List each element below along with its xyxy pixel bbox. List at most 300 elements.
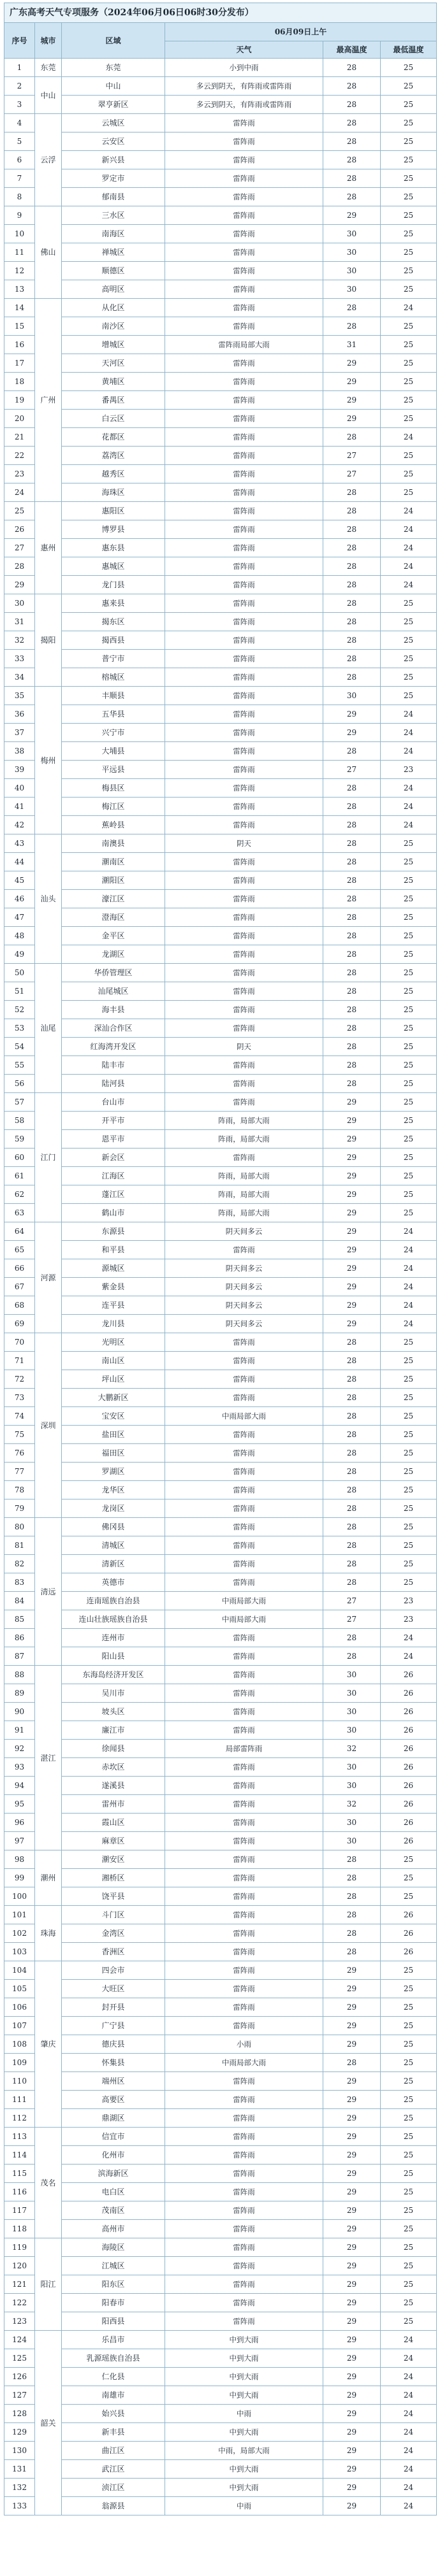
- weather-cell: 雷阵雨: [165, 1795, 323, 1814]
- max-temp-cell: 29: [323, 2017, 381, 2035]
- row-index: 115: [4, 2165, 35, 2183]
- row-index: 80: [4, 1518, 35, 1536]
- district-cell: 平远县: [62, 761, 165, 779]
- table-row: [4, 2349, 437, 2368]
- district-cell: 香洲区: [62, 1943, 165, 1961]
- weather-cell: 雷阵雨: [165, 483, 323, 502]
- row-index: 59: [4, 1130, 35, 1148]
- max-temp-cell: 30: [323, 1832, 381, 1850]
- district-cell: 龙门县: [62, 576, 165, 594]
- district-cell: 高要区: [62, 2091, 165, 2109]
- district-cell: 丰顺县: [62, 687, 165, 705]
- table-row: [4, 1167, 437, 1185]
- max-temp-cell: 29: [323, 1961, 381, 1980]
- max-temp-cell: 28: [323, 59, 381, 77]
- district-cell: 汕尾城区: [62, 982, 165, 1001]
- weather-cell: 小雨: [165, 2035, 323, 2054]
- max-temp-cell: 27: [323, 1610, 381, 1629]
- max-temp-cell: 28: [323, 1647, 381, 1666]
- table-row: [4, 2238, 437, 2257]
- table-row: [4, 2497, 437, 2515]
- weather-cell: 雷阵雨: [165, 317, 323, 336]
- district-cell: 兴宁市: [62, 724, 165, 742]
- table-row: [4, 1204, 437, 1222]
- max-temp-cell: 28: [323, 1056, 381, 1075]
- city-cell: 深圳: [35, 1333, 62, 1518]
- district-cell: 惠来县: [62, 594, 165, 613]
- district-cell: 澄海区: [62, 908, 165, 927]
- row-index: 58: [4, 1112, 35, 1130]
- weather-cell: 阴天间多云: [165, 1296, 323, 1315]
- min-temp-cell: 24: [381, 779, 437, 798]
- district-cell: 禅城区: [62, 243, 165, 262]
- min-temp-cell: 25: [381, 2128, 437, 2146]
- max-temp-cell: 28: [323, 1573, 381, 1592]
- table-row: [4, 742, 437, 761]
- row-index: 90: [4, 1703, 35, 1721]
- min-temp-cell: 24: [381, 539, 437, 557]
- row-index: 48: [4, 927, 35, 945]
- row-index: 35: [4, 687, 35, 705]
- max-temp-cell: 30: [323, 1684, 381, 1703]
- min-temp-cell: 24: [381, 2460, 437, 2479]
- weather-cell: 雷阵雨: [165, 890, 323, 908]
- district-cell: 新会区: [62, 1148, 165, 1167]
- district-cell: 信宜市: [62, 2128, 165, 2146]
- district-cell: 台山市: [62, 1093, 165, 1112]
- row-index: 78: [4, 1481, 35, 1499]
- header-weather: 天气: [165, 41, 323, 59]
- max-temp-cell: 28: [323, 871, 381, 890]
- min-temp-cell: 25: [381, 1869, 437, 1887]
- min-temp-cell: 25: [381, 964, 437, 982]
- table-row: [4, 1315, 437, 1333]
- weather-cell: 雷阵雨: [165, 1758, 323, 1777]
- table-row: [4, 2146, 437, 2165]
- weather-cell: 雷阵雨: [165, 816, 323, 834]
- district-cell: 茂南区: [62, 2201, 165, 2220]
- table-row: [4, 2257, 437, 2275]
- row-index: 42: [4, 816, 35, 834]
- weather-cell: 雷阵雨: [165, 853, 323, 871]
- district-cell: 荔湾区: [62, 447, 165, 465]
- row-index: 105: [4, 1980, 35, 1998]
- min-temp-cell: 26: [381, 1943, 437, 1961]
- table-row: [4, 668, 437, 687]
- weather-cell: 阴天: [165, 1038, 323, 1056]
- district-cell: 中山: [62, 77, 165, 96]
- weather-cell: 雷阵雨: [165, 1943, 323, 1961]
- min-temp-cell: 24: [381, 2479, 437, 2497]
- weather-cell: 雷阵雨: [165, 2146, 323, 2165]
- row-index: 43: [4, 834, 35, 853]
- max-temp-cell: 28: [323, 1887, 381, 1906]
- weather-cell: 雷阵雨: [165, 169, 323, 188]
- district-cell: 深汕合作区: [62, 1019, 165, 1038]
- row-index: 114: [4, 2146, 35, 2165]
- weather-cell: 雷阵雨: [165, 1463, 323, 1481]
- min-temp-cell: 25: [381, 2146, 437, 2165]
- max-temp-cell: 27: [323, 1592, 381, 1610]
- table-row: [4, 299, 437, 317]
- table-title: 广东高考天气专项服务（2024年06月06日06时30分发布）: [4, 3, 437, 23]
- table-row: [4, 2275, 437, 2294]
- row-index: 98: [4, 1850, 35, 1869]
- max-temp-cell: 29: [323, 2165, 381, 2183]
- city-cell: 潮州: [35, 1850, 62, 1906]
- min-temp-cell: 26: [381, 1906, 437, 1924]
- city-cell: 茂名: [35, 2128, 62, 2238]
- weather-cell: 雷阵雨: [165, 1426, 323, 1444]
- table-row: [4, 447, 437, 465]
- min-temp-cell: 24: [381, 1647, 437, 1666]
- max-temp-cell: 29: [323, 2128, 381, 2146]
- weather-cell: 雷阵雨: [165, 1573, 323, 1592]
- min-temp-cell: 25: [381, 2054, 437, 2072]
- weather-cell: 雷阵雨: [165, 262, 323, 280]
- row-index: 33: [4, 650, 35, 668]
- max-temp-cell: 28: [323, 927, 381, 945]
- min-temp-cell: 25: [381, 2275, 437, 2294]
- table-row: [4, 151, 437, 169]
- district-cell: 南海区: [62, 225, 165, 243]
- row-index: 5: [4, 132, 35, 151]
- row-index: 40: [4, 779, 35, 798]
- weather-cell: 雷阵雨: [165, 1148, 323, 1167]
- row-index: 47: [4, 908, 35, 927]
- table-row: [4, 2054, 437, 2072]
- row-index: 103: [4, 1943, 35, 1961]
- row-index: 119: [4, 2238, 35, 2257]
- row-index: 89: [4, 1684, 35, 1703]
- weather-cell: 中雨局部大雨: [165, 2054, 323, 2072]
- row-index: 123: [4, 2312, 35, 2331]
- weather-cell: 雷阵雨: [165, 2257, 323, 2275]
- min-temp-cell: 25: [381, 77, 437, 96]
- max-temp-cell: 29: [323, 1980, 381, 1998]
- district-cell: 新丰县: [62, 2423, 165, 2442]
- min-temp-cell: 25: [381, 1463, 437, 1481]
- city-cell: 揭阳: [35, 594, 62, 687]
- district-cell: 大鹏新区: [62, 1389, 165, 1407]
- max-temp-cell: 29: [323, 1259, 381, 1278]
- weather-cell: 多云到阴天，有阵雨或雷阵雨: [165, 77, 323, 96]
- district-cell: 南山区: [62, 1352, 165, 1370]
- weather-cell: 雷阵雨: [165, 2312, 323, 2331]
- weather-cell: 雷阵雨: [165, 576, 323, 594]
- row-index: 113: [4, 2128, 35, 2146]
- weather-cell: 雷阵雨: [165, 243, 323, 262]
- max-temp-cell: 30: [323, 262, 381, 280]
- max-temp-cell: 28: [323, 1555, 381, 1573]
- table-row: [4, 1444, 437, 1463]
- min-temp-cell: 24: [381, 1315, 437, 1333]
- table-row: [4, 1001, 437, 1019]
- table-row: [4, 631, 437, 650]
- district-cell: 龙岗区: [62, 1499, 165, 1518]
- city-cell: 珠海: [35, 1906, 62, 1961]
- table-row: [4, 1222, 437, 1241]
- table-row: [4, 1555, 437, 1573]
- max-temp-cell: 28: [323, 539, 381, 557]
- max-temp-cell: 29: [323, 2275, 381, 2294]
- header-index: 序号: [4, 23, 35, 59]
- max-temp-cell: 29: [323, 2035, 381, 2054]
- table-row: [4, 2294, 437, 2312]
- weather-cell: 雷阵雨: [165, 2275, 323, 2294]
- table-row: [4, 2442, 437, 2460]
- min-temp-cell: 24: [381, 724, 437, 742]
- max-temp-cell: 28: [323, 1019, 381, 1038]
- weather-cell: 中到大雨: [165, 2349, 323, 2368]
- weather-cell: 雷阵雨: [165, 1352, 323, 1370]
- row-index: 88: [4, 1666, 35, 1684]
- district-cell: 四会市: [62, 1961, 165, 1980]
- table-row: [4, 1777, 437, 1795]
- max-temp-cell: 28: [323, 890, 381, 908]
- max-temp-cell: 28: [323, 132, 381, 151]
- table-row: [4, 1130, 437, 1148]
- max-temp-cell: 28: [323, 650, 381, 668]
- weather-cell: 雷阵雨: [165, 2128, 323, 2146]
- table-row: [4, 1998, 437, 2017]
- district-cell: 惠阳区: [62, 502, 165, 520]
- weather-cell: 雷阵雨: [165, 1906, 323, 1924]
- table-row: [4, 373, 437, 391]
- weather-cell: 雷阵雨: [165, 391, 323, 410]
- weather-cell: 中到大雨: [165, 2386, 323, 2405]
- table-row: [4, 927, 437, 945]
- max-temp-cell: 28: [323, 317, 381, 336]
- min-temp-cell: 25: [381, 336, 437, 354]
- weather-cell: 多云到阴天，有阵雨或雷阵雨: [165, 96, 323, 114]
- table-row: [4, 225, 437, 243]
- max-temp-cell: 28: [323, 613, 381, 631]
- table-row: [4, 557, 437, 576]
- row-index: 14: [4, 299, 35, 317]
- row-index: 95: [4, 1795, 35, 1814]
- district-cell: 白云区: [62, 410, 165, 428]
- district-cell: 东源县: [62, 1222, 165, 1241]
- row-index: 67: [4, 1278, 35, 1296]
- header-max-temp: 最高温度: [323, 41, 381, 59]
- max-temp-cell: 28: [323, 1481, 381, 1499]
- min-temp-cell: 25: [381, 169, 437, 188]
- district-cell: 阳东区: [62, 2275, 165, 2294]
- table-row: [4, 1869, 437, 1887]
- max-temp-cell: 29: [323, 2220, 381, 2238]
- min-temp-cell: 25: [381, 447, 437, 465]
- table-row: [4, 391, 437, 410]
- district-cell: 高州市: [62, 2220, 165, 2238]
- max-temp-cell: 29: [323, 2460, 381, 2479]
- max-temp-cell: 29: [323, 410, 381, 428]
- district-cell: 宝安区: [62, 1407, 165, 1426]
- forecast-table: [4, 3, 437, 2515]
- weather-cell: 雷阵雨: [165, 539, 323, 557]
- table-row: [4, 1056, 437, 1075]
- min-temp-cell: 25: [381, 650, 437, 668]
- table-row: [4, 1832, 437, 1850]
- min-temp-cell: 24: [381, 705, 437, 724]
- min-temp-cell: 25: [381, 1998, 437, 2017]
- min-temp-cell: 25: [381, 317, 437, 336]
- max-temp-cell: 28: [323, 779, 381, 798]
- district-cell: 蕉岭县: [62, 816, 165, 834]
- row-index: 65: [4, 1241, 35, 1259]
- max-temp-cell: 28: [323, 483, 381, 502]
- weather-cell: 雷阵雨: [165, 520, 323, 539]
- district-cell: 阳春市: [62, 2294, 165, 2312]
- min-temp-cell: 25: [381, 834, 437, 853]
- table-row: [4, 1352, 437, 1370]
- min-temp-cell: 24: [381, 816, 437, 834]
- min-temp-cell: 25: [381, 2312, 437, 2331]
- max-temp-cell: 28: [323, 742, 381, 761]
- weather-cell: 雷阵雨: [165, 1075, 323, 1093]
- min-temp-cell: 24: [381, 299, 437, 317]
- weather-cell: 雷阵雨: [165, 2109, 323, 2128]
- weather-cell: 阵雨，局部大雨: [165, 1112, 323, 1130]
- max-temp-cell: 28: [323, 1389, 381, 1407]
- table-row: [4, 1148, 437, 1167]
- max-temp-cell: 29: [323, 373, 381, 391]
- row-index: 30: [4, 594, 35, 613]
- max-temp-cell: 29: [323, 206, 381, 225]
- weather-cell: 雷阵雨: [165, 2072, 323, 2091]
- header-district: 区域: [62, 23, 165, 59]
- district-cell: 潮阳区: [62, 871, 165, 890]
- min-temp-cell: 24: [381, 2368, 437, 2386]
- max-temp-cell: 28: [323, 1924, 381, 1943]
- table-row: [4, 2479, 437, 2497]
- min-temp-cell: 26: [381, 1703, 437, 1721]
- row-index: 128: [4, 2405, 35, 2423]
- max-temp-cell: 32: [323, 1740, 381, 1758]
- min-temp-cell: 25: [381, 594, 437, 613]
- max-temp-cell: 29: [323, 705, 381, 724]
- row-index: 68: [4, 1296, 35, 1315]
- weather-cell: 雷阵雨: [165, 705, 323, 724]
- min-temp-cell: 25: [381, 1185, 437, 1204]
- max-temp-cell: 30: [323, 1777, 381, 1795]
- min-temp-cell: 24: [381, 2442, 437, 2460]
- table-row: [4, 1481, 437, 1499]
- min-temp-cell: 24: [381, 742, 437, 761]
- district-cell: 连州市: [62, 1629, 165, 1647]
- weather-cell: 雷阵雨: [165, 447, 323, 465]
- table-row: [4, 1278, 437, 1296]
- table-row: [4, 779, 437, 798]
- table-row: [4, 2072, 437, 2091]
- weather-cell: 雷阵雨: [165, 465, 323, 483]
- weather-cell: 中雨局部大雨: [165, 1610, 323, 1629]
- row-index: 122: [4, 2294, 35, 2312]
- district-cell: 阳西县: [62, 2312, 165, 2331]
- district-cell: 乐昌市: [62, 2331, 165, 2349]
- row-index: 120: [4, 2257, 35, 2275]
- weather-cell: 雷阵雨: [165, 1832, 323, 1850]
- weather-cell: 雷阵雨: [165, 1869, 323, 1887]
- min-temp-cell: 25: [381, 982, 437, 1001]
- min-temp-cell: 25: [381, 1499, 437, 1518]
- weather-cell: 雷阵雨: [165, 1518, 323, 1536]
- table-row: [4, 410, 437, 428]
- district-cell: 三水区: [62, 206, 165, 225]
- row-index: 7: [4, 169, 35, 188]
- weather-cell: 小到中雨: [165, 59, 323, 77]
- row-index: 124: [4, 2331, 35, 2349]
- min-temp-cell: 26: [381, 1666, 437, 1684]
- weather-cell: 雷阵雨: [165, 1980, 323, 1998]
- table-row: [4, 705, 437, 724]
- weather-cell: 雷阵雨: [165, 650, 323, 668]
- header-min-temp: 最低温度: [381, 41, 437, 59]
- row-index: 71: [4, 1352, 35, 1370]
- min-temp-cell: 24: [381, 557, 437, 576]
- min-temp-cell: 25: [381, 1389, 437, 1407]
- min-temp-cell: 25: [381, 2201, 437, 2220]
- min-temp-cell: 25: [381, 1887, 437, 1906]
- min-temp-cell: 25: [381, 206, 437, 225]
- table-row: [4, 1666, 437, 1684]
- min-temp-cell: 25: [381, 1019, 437, 1038]
- max-temp-cell: 29: [323, 2201, 381, 2220]
- min-temp-cell: 25: [381, 262, 437, 280]
- max-temp-cell: 29: [323, 2072, 381, 2091]
- row-index: 36: [4, 705, 35, 724]
- city-cell: 广州: [35, 299, 62, 502]
- table-row: [4, 1518, 437, 1536]
- max-temp-cell: 29: [323, 1167, 381, 1185]
- weather-cell: 雷阵雨: [165, 132, 323, 151]
- weather-cell: 中雨局部大雨: [165, 1407, 323, 1426]
- table-row: [4, 613, 437, 631]
- row-index: 109: [4, 2054, 35, 2072]
- district-cell: 吴川市: [62, 1684, 165, 1703]
- max-temp-cell: 28: [323, 576, 381, 594]
- weather-cell: 雷阵雨: [165, 114, 323, 132]
- district-cell: 光明区: [62, 1333, 165, 1352]
- weather-cell: 雷阵雨: [165, 2165, 323, 2183]
- min-temp-cell: 24: [381, 1259, 437, 1278]
- district-cell: 潮南区: [62, 853, 165, 871]
- max-temp-cell: 28: [323, 1001, 381, 1019]
- min-temp-cell: 25: [381, 1407, 437, 1426]
- min-temp-cell: 25: [381, 1001, 437, 1019]
- table-row: [4, 964, 437, 982]
- row-index: 8: [4, 188, 35, 206]
- min-temp-cell: 26: [381, 1721, 437, 1740]
- table-row: [4, 1943, 437, 1961]
- min-temp-cell: 25: [381, 243, 437, 262]
- district-cell: 坪山区: [62, 1370, 165, 1389]
- weather-cell: 雷阵雨: [165, 1850, 323, 1869]
- max-temp-cell: 29: [323, 2312, 381, 2331]
- district-cell: 大旺区: [62, 1980, 165, 1998]
- table-row: [4, 2220, 437, 2238]
- table-row: [4, 1370, 437, 1389]
- min-temp-cell: 25: [381, 2257, 437, 2275]
- max-temp-cell: 30: [323, 1814, 381, 1832]
- row-index: 118: [4, 2220, 35, 2238]
- table-row: [4, 59, 437, 77]
- district-cell: 梅县区: [62, 779, 165, 798]
- weather-cell: 雷阵雨: [165, 1481, 323, 1499]
- row-index: 97: [4, 1832, 35, 1850]
- table-row: [4, 594, 437, 613]
- min-temp-cell: 25: [381, 2072, 437, 2091]
